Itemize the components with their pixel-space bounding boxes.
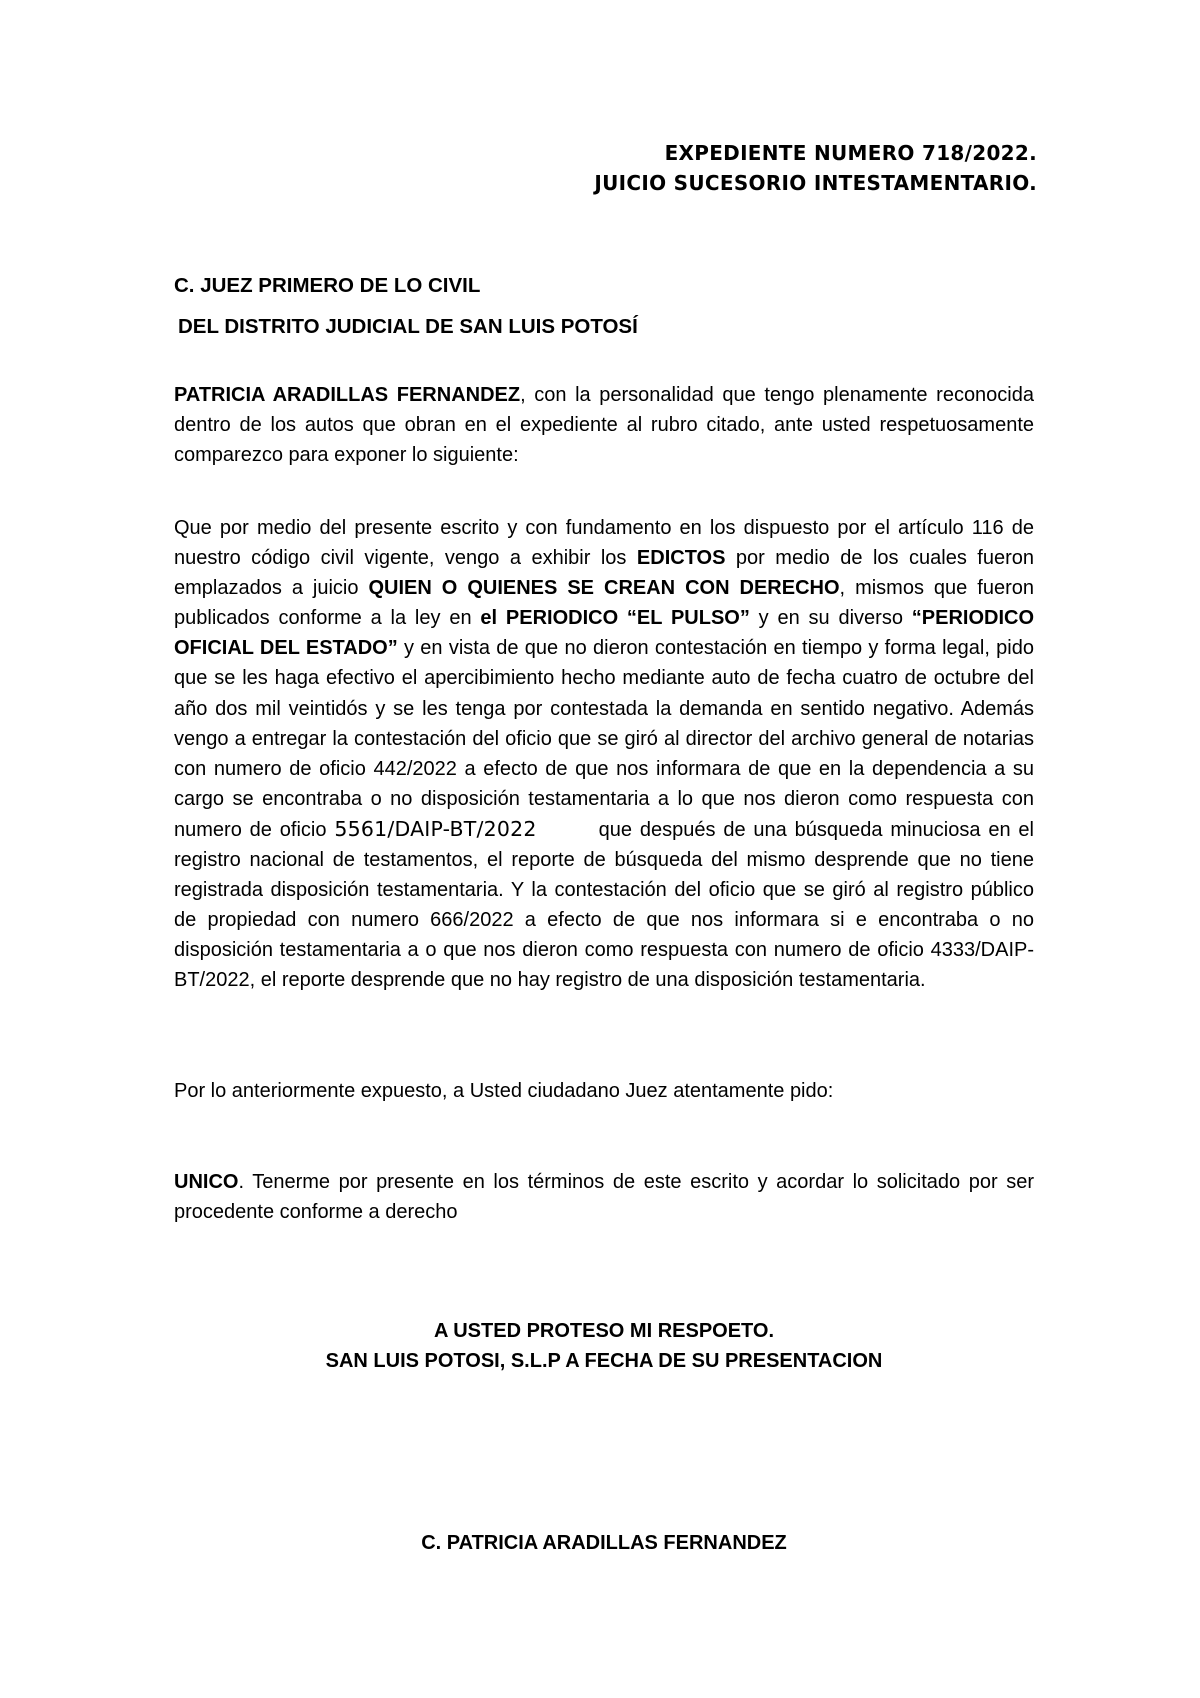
trial-type: JUICIO SUCESORIO INTESTAMENTARIO. — [594, 171, 1037, 195]
main-bold-edictos: EDICTOS — [636, 547, 726, 570]
closing-line-2: SAN LUIS POTOSI, S.L.P A FECHA DE SU PRESENTACION — [325, 1350, 883, 1372]
main-bold-pulso: el PERIODICO “EL PULSO” — [480, 607, 750, 630]
oficio-number: 5561/DAIP-BT/2022 — [334, 816, 537, 841]
main-text-3: , mismos que fueron publicados conforme a la ley en — [174, 577, 1034, 630]
addressee-block — [174, 265, 638, 347]
unico-paragraph — [174, 1167, 1034, 1227]
main-text-6: que después de una búsqueda minuciosa en el registro nacional de testamentos, el reporte de búsqueda del mismo desprende que no tiene registrada disposición testamentaria. Y la contestación del oficio que se giró al registro público de propiedad con numero 666/2022 a efecto de que nos informara si e encontraba o no disposición testamentaria a o que nos dieron como respuesta con numero de oficio 4333/DAIP-BT/2022, el reporte desprende que no hay registro de una disposición testamentaria. — [174, 818, 1035, 992]
petitioner-name: PATRICIA ARADILLAS FERNANDEZ — [174, 384, 521, 406]
main-text-4: y en su diverso — [749, 607, 912, 630]
addressee-line-1: C. JUEZ PRIMERO DE LO CIVIL — [174, 274, 481, 297]
main-text-5: y en vista de que no dieron contestación en tiempo y forma legal, pido que se les haga efectivo el apercibimiento hecho mediante auto de fecha cuatro de octubre del año dos mil veintidós y se les tenga por contestada la demanda en sentido negativo. Además vengo a entregar la contestación del oficio que se giró al director del archivo general de notarias con numero de oficio 442/2022 a efecto de que nos informara de que en la dependencia a su cargo se encontraba o no disposición testamentaria a lo que nos dieron como respuesta con numero de oficio — [174, 637, 1034, 841]
case-header — [594, 138, 1037, 198]
closing-block — [174, 1316, 1034, 1376]
main-bold-quien: QUIEN O QUIENES SE CREAN CON DERECHO — [368, 577, 840, 600]
request-paragraph: Por lo anteriormente expuesto, a Usted ciudadano Juez atentamente pido: — [174, 1080, 834, 1102]
intro-paragraph — [174, 380, 1034, 470]
addressee-line-2: DEL DISTRITO JUDICIAL DE SAN LUIS POTOSÍ — [178, 315, 638, 338]
expediente-number: EXPEDIENTE NUMERO 718/2022. — [664, 141, 1037, 165]
closing-line-1: A USTED PROTESO MI RESPOETO. — [433, 1320, 775, 1342]
main-text-2: por medio de los cuales fueron emplazados a juicio — [174, 547, 1034, 600]
main-text-1: Que por medio del presente escrito y con fundamento en los dispuesto por el artículo 116 de nuestro código civil vigente, vengo a exhibir los — [174, 517, 1034, 570]
unico-label: UNICO — [174, 1171, 239, 1193]
main-paragraph — [174, 513, 1034, 996]
signature-name: C. PATRICIA ARADILLAS FERNANDEZ — [421, 1532, 787, 1554]
unico-text: . Tenerme por presente en los términos de este escrito y acordar lo solicitado por ser procedente conforme a derecho — [174, 1171, 1034, 1224]
intro-text: , con la personalidad que tengo plenamente reconocida dentro de los autos que obran en el expediente al rubro citado, ante usted respetuosamente comparezco para exponer lo siguiente: — [174, 384, 1034, 467]
main-bold-periodico: “PERIODICO OFICIAL DEL ESTADO” — [174, 607, 1035, 660]
